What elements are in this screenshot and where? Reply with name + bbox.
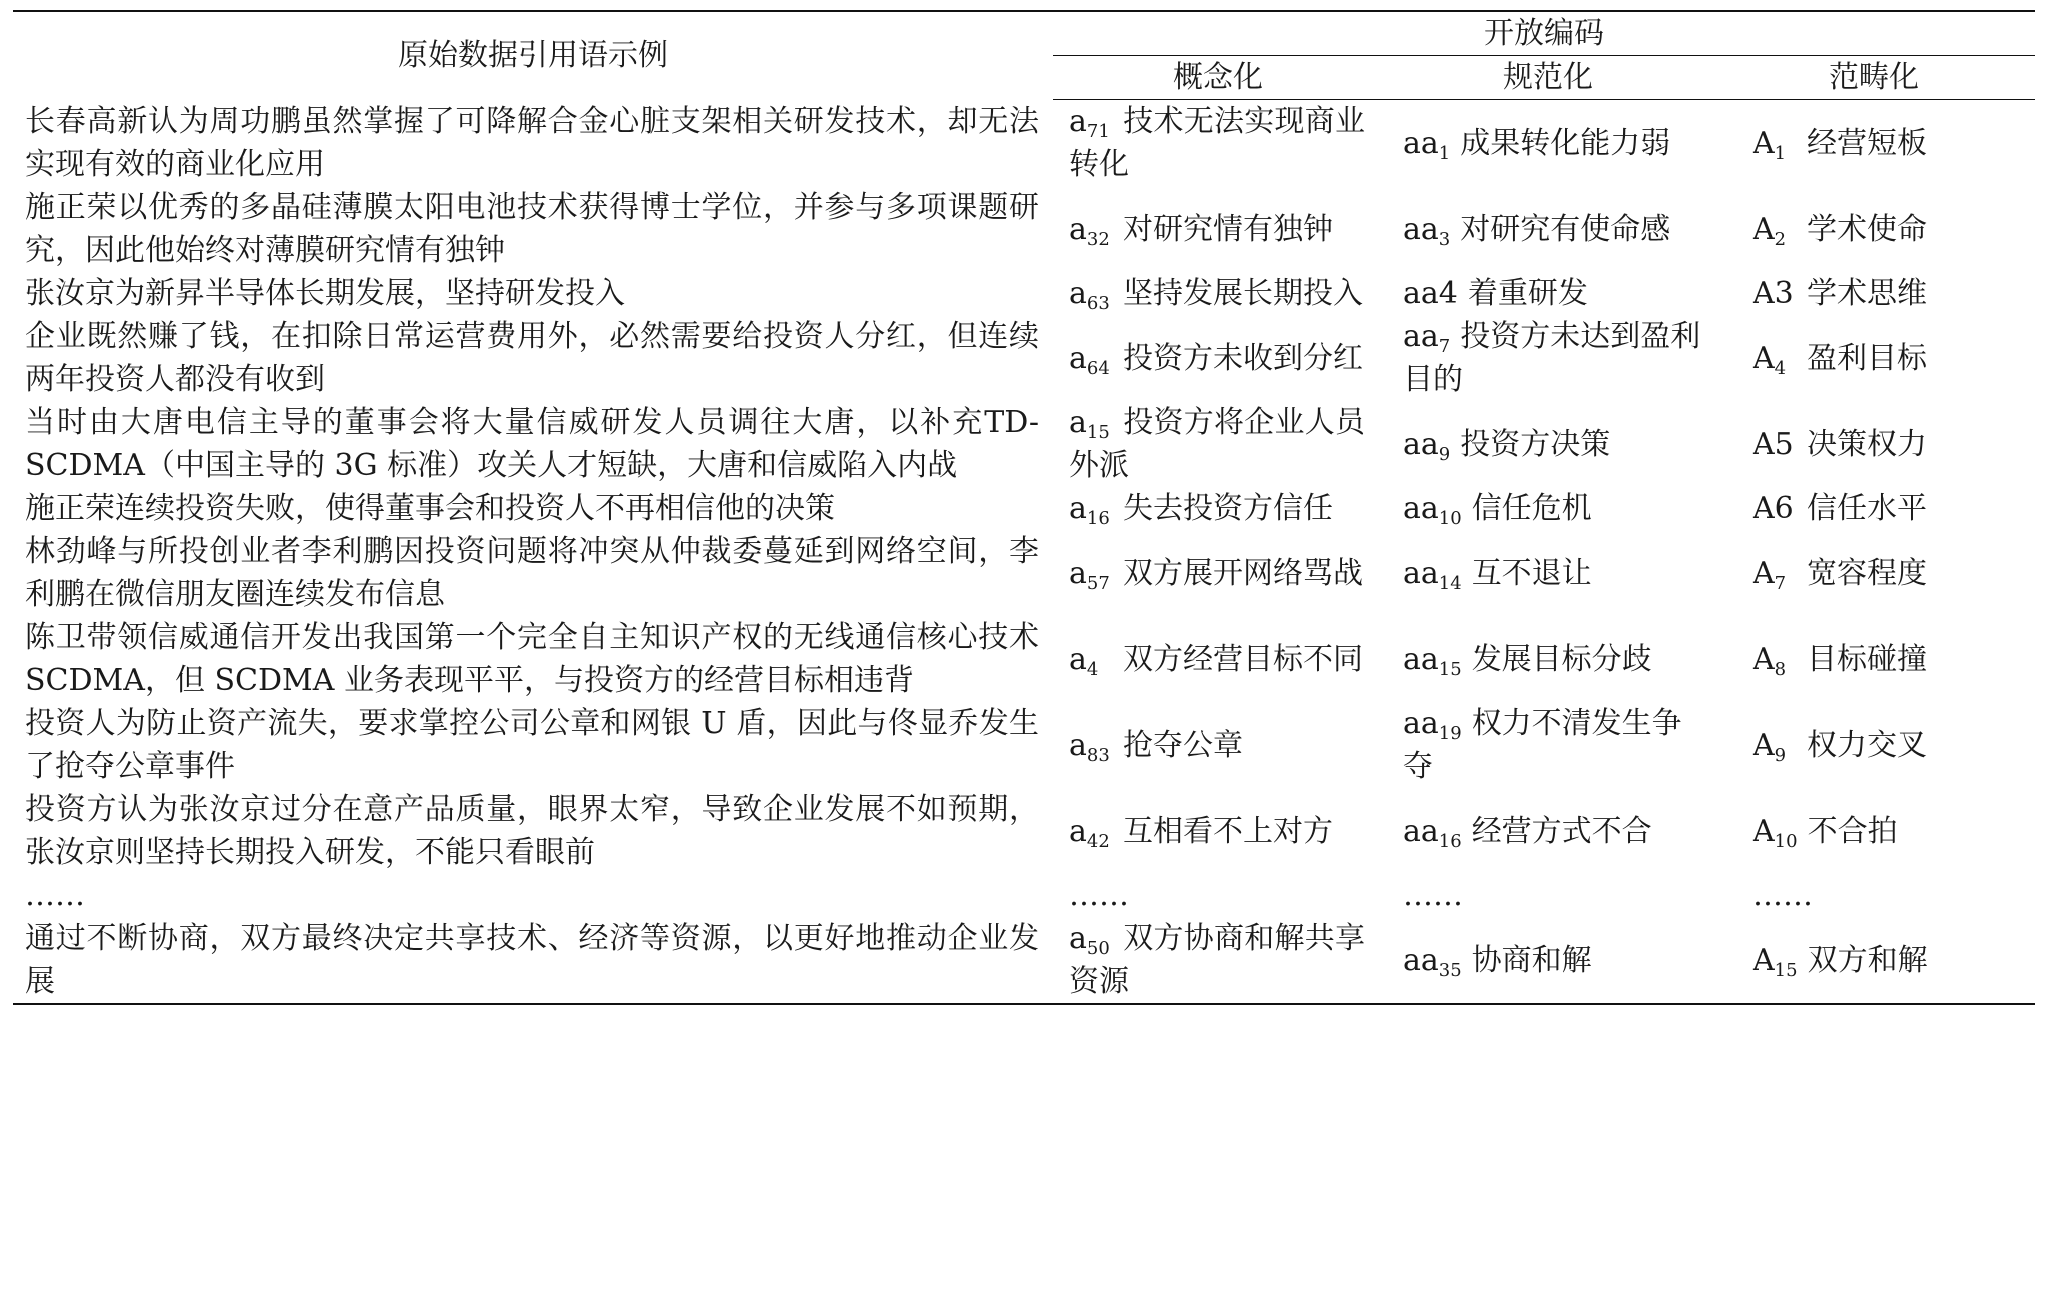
concept-text: 投资方将企业人员外派	[1069, 405, 1365, 483]
cat-code: A	[1753, 211, 1775, 247]
norm-code-label	[1403, 315, 1450, 358]
norm-code-label	[1403, 638, 1462, 681]
header-quote-column: 原始数据引用语示例	[13, 11, 1053, 100]
quote-cell: 企业既然赚了钱，在扣除日常运营费用外，必然需要给投资人分红，但连续两年投资人都没有收到	[25, 319, 1039, 397]
norm-code-subscript: 3	[1438, 228, 1451, 250]
norm-text: 权力不清发生争夺	[1403, 706, 1682, 784]
category-cell	[1713, 186, 2035, 272]
cat-code-subscript: 8	[1774, 658, 1787, 680]
concept-code-subscript: 57	[1086, 572, 1110, 594]
cat-code: A	[1753, 727, 1775, 763]
concept-code-label	[1069, 810, 1113, 853]
norm-code: aa	[1403, 813, 1439, 849]
concept-text: 失去投资方信任	[1123, 491, 1333, 526]
quote-cell: 通过不断协商，双方最终决定共享技术、经济等资源，以更好地推动企业发展	[13, 917, 1053, 1004]
norm-code-subscript: 16	[1438, 830, 1462, 852]
cat-text: 不合拍	[1807, 813, 1898, 849]
normalization-cell	[1383, 616, 1713, 702]
concept-code: a	[1069, 727, 1087, 763]
quote-cell: ……	[25, 878, 85, 913]
cat-text: 权力交叉	[1807, 727, 1927, 763]
concept-code-label	[1069, 100, 1113, 143]
concept-text: 投资方未收到分红	[1123, 340, 1363, 376]
norm-code-subscript: 14	[1438, 572, 1462, 594]
norm-text: 互不退让	[1471, 555, 1592, 591]
concept-cell	[1053, 788, 1383, 874]
norm-code-subscript: 19	[1438, 723, 1462, 744]
concept-code-label	[1069, 917, 1113, 960]
concept-text: 对研究情有独钟	[1123, 211, 1333, 247]
norm-code-label	[1403, 702, 1462, 745]
concept-code-subscript: 83	[1086, 744, 1110, 766]
norm-text: 着重研发	[1467, 276, 1588, 311]
concept-text: 抢夺公章	[1123, 727, 1243, 763]
normalization-cell	[1383, 530, 1713, 616]
norm-code: aa	[1403, 942, 1439, 978]
concept-code-label	[1069, 487, 1113, 530]
cat-code-label	[1753, 552, 1797, 595]
norm-text: 成果转化能力弱	[1460, 125, 1671, 161]
norm-code-subscript: 1	[1438, 142, 1451, 164]
normalization-cell	[1383, 315, 1713, 401]
cat-code-subscript: 2	[1774, 228, 1787, 250]
cat-code-subscript: 9	[1774, 744, 1787, 766]
norm-code-label	[1403, 939, 1462, 982]
quote-cell: 施正荣以优秀的多晶硅薄膜太阳电池技术获得博士学位，并参与多项课题研究，因此他始终对薄膜研究情有独钟	[25, 190, 1039, 268]
concept-text: 双方协商和解共享资源	[1069, 921, 1365, 999]
cat-code: A6	[1753, 491, 1794, 526]
concept-code-subscript: 15	[1086, 422, 1110, 443]
cat-text: ……	[1753, 878, 1813, 913]
header-conceptualization: 概念化	[1053, 56, 1383, 100]
cat-code-label	[1753, 939, 1798, 982]
normalization-cell	[1383, 272, 1713, 315]
concept-code-label	[1069, 208, 1113, 251]
concept-code: a	[1069, 104, 1087, 139]
cat-code-label	[1753, 337, 1797, 380]
category-cell	[1713, 100, 2035, 187]
quote-cell: 投资人为防止资产流失，要求掌控公司公章和网银 U 盾，因此与佟显乔发生了抢夺公章事件	[25, 706, 1039, 784]
concept-cell	[1053, 530, 1383, 616]
cat-code-subscript: 15	[1774, 959, 1798, 981]
category-cell	[1713, 702, 2035, 788]
concept-cell	[1053, 917, 1383, 1004]
norm-text: 协商和解	[1471, 942, 1592, 978]
cat-code: A3	[1753, 276, 1794, 311]
norm-code-subscript: 9	[1438, 443, 1451, 465]
norm-code-subscript: 10	[1438, 508, 1462, 529]
table-row	[13, 100, 2035, 187]
table-row	[13, 616, 2035, 702]
cat-text: 宽容程度	[1807, 555, 1927, 591]
concept-text: 双方经营目标不同	[1123, 641, 1363, 677]
norm-code: aa	[1403, 125, 1439, 161]
concept-code-subscript: 64	[1086, 357, 1110, 379]
concept-text: 双方展开网络骂战	[1123, 555, 1363, 591]
cat-code-subscript: 10	[1774, 830, 1798, 852]
norm-text: 投资方决策	[1460, 426, 1611, 462]
table-row	[13, 272, 2035, 315]
concept-code: a	[1069, 340, 1087, 376]
cat-code: A	[1753, 340, 1775, 376]
concept-cell	[1053, 272, 1383, 315]
table-row	[13, 401, 2035, 487]
concept-cell	[1053, 487, 1383, 530]
table-body	[13, 100, 2035, 1005]
cat-text: 经营短板	[1807, 125, 1927, 161]
norm-code-label	[1403, 487, 1462, 530]
cat-code-label	[1753, 122, 1797, 165]
concept-code: a	[1069, 405, 1087, 440]
norm-text: 发展目标分歧	[1471, 641, 1652, 677]
header-categorization: 范畴化	[1713, 56, 2035, 100]
norm-code: aa4	[1403, 276, 1458, 311]
cat-code: A	[1753, 555, 1775, 591]
table-row	[13, 917, 2035, 1004]
concept-text: 坚持发展长期投入	[1123, 276, 1363, 311]
concept-code-label	[1069, 401, 1113, 444]
concept-code: a	[1069, 555, 1087, 591]
cat-text: 信任水平	[1807, 491, 1927, 526]
category-cell	[1713, 401, 2035, 487]
concept-cell	[1053, 874, 1383, 917]
table-row	[13, 186, 2035, 272]
norm-code: aa	[1403, 641, 1439, 677]
table-row	[13, 702, 2035, 788]
concept-code-label	[1069, 552, 1113, 595]
concept-cell	[1053, 100, 1383, 187]
concept-code-subscript: 4	[1086, 658, 1099, 680]
cat-text: 学术思维	[1807, 276, 1927, 311]
cat-code-label	[1753, 272, 1797, 315]
norm-code: aa	[1403, 319, 1439, 354]
norm-code-label	[1403, 810, 1462, 853]
concept-code: a	[1069, 641, 1087, 677]
cat-code-label	[1753, 724, 1797, 767]
quote-cell: 投资方认为张汝京过分在意产品质量，眼界太窄，导致企业发展不如预期，张汝京则坚持长期投入研发，不能只看眼前	[25, 792, 1039, 870]
concept-code-label	[1069, 337, 1113, 380]
concept-code-subscript: 16	[1086, 508, 1110, 529]
concept-cell	[1053, 616, 1383, 702]
cat-text: 双方和解	[1807, 942, 1928, 978]
category-cell	[1713, 616, 2035, 702]
quote-cell: 施正荣连续投资失败，使得董事会和投资人不再相信他的决策	[25, 491, 835, 526]
category-cell	[1713, 315, 2035, 401]
table-row	[13, 315, 2035, 401]
norm-code-label	[1403, 423, 1450, 466]
norm-code-label	[1403, 122, 1450, 165]
norm-code: aa	[1403, 426, 1439, 462]
header-normalization: 规范化	[1383, 56, 1713, 100]
cat-code: A	[1753, 813, 1775, 849]
header-open-coding: 开放编码	[1053, 11, 2035, 56]
category-cell	[1713, 487, 2035, 530]
norm-code: aa	[1403, 491, 1439, 526]
normalization-cell	[1383, 487, 1713, 530]
concept-text: 互相看不上对方	[1123, 813, 1333, 849]
concept-cell	[1053, 315, 1383, 401]
concept-code: a	[1069, 491, 1087, 526]
concept-text: ……	[1069, 878, 1129, 913]
norm-code-label	[1403, 272, 1458, 315]
norm-text: ……	[1403, 878, 1463, 913]
concept-code-subscript: 32	[1086, 228, 1110, 250]
concept-cell	[1053, 186, 1383, 272]
concept-cell	[1053, 702, 1383, 788]
norm-code: aa	[1403, 211, 1439, 247]
cat-text: 盈利目标	[1807, 340, 1927, 376]
concept-code-subscript: 63	[1086, 293, 1110, 314]
cat-code-label	[1753, 810, 1798, 853]
norm-code-subscript: 7	[1438, 336, 1451, 357]
cat-code: A	[1753, 125, 1775, 161]
concept-code-label	[1069, 724, 1113, 767]
norm-code: aa	[1403, 555, 1439, 591]
concept-code: a	[1069, 211, 1087, 247]
normalization-cell	[1383, 186, 1713, 272]
coding-table	[13, 10, 2035, 1005]
concept-text: 技术无法实现商业转化	[1069, 104, 1365, 182]
norm-text: 信任危机	[1471, 491, 1592, 526]
cat-code-label	[1753, 487, 1797, 530]
cat-code-subscript: 1	[1774, 142, 1787, 164]
norm-code-label	[1403, 208, 1450, 251]
quote-cell: 当时由大唐电信主导的董事会将大量信威研发人员调往大唐，以补充TD-SCDMA（中国主导的 3G 标准）攻关人才短缺，大唐和信威陷入内战	[25, 405, 1039, 483]
quote-cell: 张汝京为新昇半导体长期发展，坚持研发投入	[25, 276, 625, 311]
normalization-cell	[1383, 788, 1713, 874]
cat-text: 学术使命	[1807, 211, 1927, 247]
concept-code-subscript: 71	[1086, 121, 1110, 142]
cat-code-subscript: 4	[1774, 357, 1787, 379]
normalization-cell	[1383, 401, 1713, 487]
concept-code: a	[1069, 813, 1087, 849]
concept-code-label	[1069, 272, 1113, 315]
cat-code-subscript: 7	[1774, 572, 1787, 594]
norm-text: 对研究有使命感	[1460, 211, 1671, 247]
category-cell	[1713, 874, 2035, 917]
cat-code: A	[1753, 641, 1775, 677]
cat-code-label	[1753, 423, 1797, 466]
category-cell	[1713, 272, 2035, 315]
cat-code-label	[1753, 638, 1797, 681]
concept-code-subscript: 50	[1086, 938, 1110, 959]
norm-code-subscript: 15	[1438, 658, 1462, 680]
norm-code-label	[1403, 552, 1462, 595]
concept-code: a	[1069, 921, 1087, 956]
category-cell	[1713, 788, 2035, 874]
concept-cell	[1053, 401, 1383, 487]
normalization-cell	[1383, 702, 1713, 788]
cat-code: A	[1753, 942, 1775, 978]
cat-code-label	[1753, 208, 1797, 251]
norm-code-subscript: 35	[1438, 959, 1462, 981]
concept-code-subscript: 42	[1086, 830, 1110, 852]
table-row	[13, 874, 2035, 917]
quote-cell: 长春高新认为周功鹏虽然掌握了可降解合金心脏支架相关研发技术，却无法实现有效的商业化应用	[25, 103, 1039, 182]
normalization-cell	[1383, 917, 1713, 1004]
normalization-cell	[1383, 100, 1713, 187]
quote-cell: 林劲峰与所投创业者李利鹏因投资问题将冲突从仲裁委蔓延到网络空间，李利鹏在微信朋友圈连续发布信息	[25, 534, 1039, 612]
norm-code: aa	[1403, 706, 1439, 741]
cat-text: 目标碰撞	[1807, 641, 1927, 677]
category-cell	[1713, 917, 2035, 1004]
cat-code: A5	[1753, 426, 1794, 462]
normalization-cell	[1383, 874, 1713, 917]
category-cell	[1713, 530, 2035, 616]
concept-code: a	[1069, 276, 1087, 311]
cat-text: 决策权力	[1807, 426, 1927, 462]
norm-text: 投资方未达到盈利目的	[1403, 319, 1701, 397]
concept-code-label	[1069, 638, 1113, 681]
quote-cell: 陈卫带领信威通信开发出我国第一个完全自主知识产权的无线通信核心技术 SCDMA，但 SCDMA 业务表现平平，与投资方的经营目标相违背	[25, 620, 1039, 698]
norm-text: 经营方式不合	[1471, 813, 1652, 849]
table-row	[13, 487, 2035, 530]
table-row	[13, 788, 2035, 874]
table-row	[13, 530, 2035, 616]
